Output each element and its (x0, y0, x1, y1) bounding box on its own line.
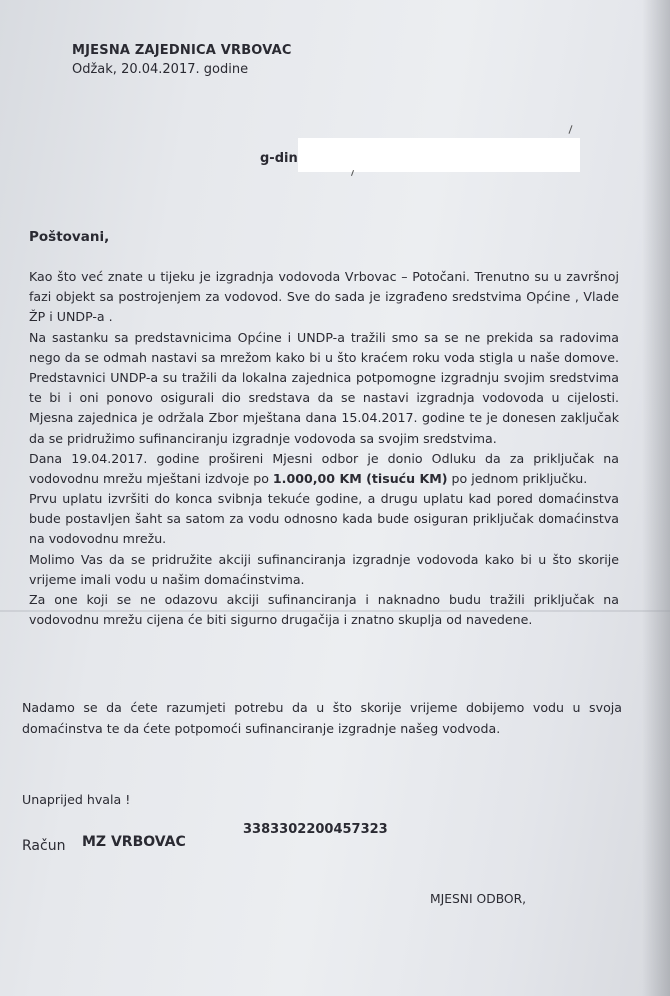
body-line: Za one koji se ne odazovu akciji sufinanciranja i naknadno budu tražili priključak na (29, 592, 619, 607)
body-line: vrijeme imali vodu u našim domaćinstvima. (29, 571, 305, 587)
body-line: na vodovodnu mrežu. (29, 531, 167, 547)
body-line: Prvu uplatu izvršiti do konca svibnja tekuće godine, a drugu uplatu kad pored domaćinstva (29, 491, 619, 507)
body-line: nego da se odmah nastavi sa mrežom kako bi u što kraćem roku voda stigla u naše domove. (29, 349, 619, 365)
body-line: te bi i oni ponovo osigurali dio sredstava da se nastavi izgradnja vodovoda u cijelosti. (29, 390, 619, 406)
body-line: Mjesna zajednica je održala Zbor mještana dana 15.04.2017. godine te je donesen zaključak (29, 410, 619, 426)
letter-body (29, 267, 619, 630)
header-organization: MJESNA ZAJEDNICA VRBOVAC (72, 43, 292, 58)
body-line: fazi objekt sa postrojenjem za vodovod. Sve do sada je izgrađeno sredstvima Općine , Vlade (29, 289, 619, 305)
closing-paragraph (22, 697, 622, 739)
body-line: bude postavljen šaht sa satom za vodu odnosno kada bude osiguran priključak domaćinstva (29, 511, 619, 527)
signature-block: MJESNI ODBOR, (430, 892, 527, 906)
body-line: da se pridružimo sufinanciranju izgradnje vodovoda sa svojim sredstvima. (29, 430, 497, 446)
closing-line: domaćinstva te da ćete potpomoći sufinanciranje izgradnje našeg vodvoda. (22, 721, 501, 736)
salutation: Poštovani, (29, 229, 110, 245)
body-line-fee (29, 469, 619, 489)
pen-mark (351, 170, 354, 176)
account-label: Račun (22, 838, 66, 854)
recipient-redaction (298, 138, 580, 172)
fee-text-after: po jednom priključku. (447, 470, 588, 486)
page-shadow (642, 0, 670, 996)
body-line: Kao što već znate u tijeku je izgradnja vodovoda Vrbovac – Potočani. Trenutno su u završnoj (29, 269, 619, 284)
body-line: Predstavnici UNDP-a su tražili da lokalna zajednica potpomogne izgradnju svojim sredstvima (29, 369, 619, 385)
account-name: MZ VRBOVAC (82, 834, 186, 850)
body-line: ŽP i UNDP-a . (29, 309, 113, 325)
body-line: Na sastanku sa predstavnicima Općine i UNDP-a tražili smo sa se ne prekida sa radovima (29, 329, 619, 345)
thanks-line: Unaprijed hvala ! (22, 792, 131, 807)
header-place-date: Odžak, 20.04.2017. godine (72, 62, 249, 77)
recipient-label: g-din (260, 151, 298, 166)
pen-mark (568, 125, 572, 134)
fee-text-before: vodovodnu mrežu mještani izdvoje po (29, 470, 273, 486)
fee-amount: 1.000,00 KM (tisuću KM) (272, 470, 448, 486)
body-line: Molimo Vas da se pridružite akciji sufinanciranja izgradnje vodovoda kako bi u što skorije (29, 551, 619, 567)
body-line: Dana 19.04.2017. godine prošireni Mjesni odbor je donio Odluku da za priključak na (29, 450, 619, 466)
closing-line: Nadamo se da ćete razumjeti potrebu da u što skorije vrijeme dobijemo vodu u svoja (22, 700, 622, 715)
account-number: 3383302200457323 (243, 822, 388, 837)
body-line: vodovodnu mrežu cijena će biti sigurno drugačija i znatno skuplja od navedene. (29, 612, 533, 628)
